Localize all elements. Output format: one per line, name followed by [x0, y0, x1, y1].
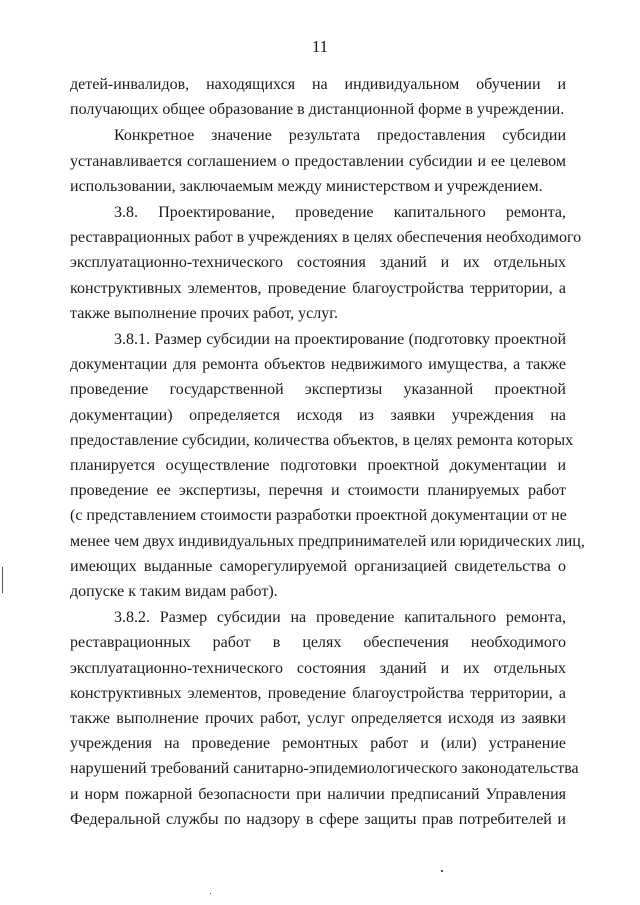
text-line: и норм пожарной безопасности при наличии предписаний Управления	[70, 785, 566, 803]
text-line: реставрационных работ в учреждениях в целях обеспечения необходимого	[70, 229, 582, 247]
text-line: учреждения на проведение ремонтных работ и (или) устранение	[70, 735, 566, 753]
paragraph-2	[70, 123, 566, 199]
page-number: 11	[311, 37, 329, 56]
document-body	[70, 72, 585, 832]
text-line: документации) определяется исходя из заявки учреждения на	[70, 406, 566, 424]
text-line: 3.8.2. Размер субсидии на проведение капитального ремонта,	[114, 609, 566, 627]
text-line: также выполнение прочих работ, услуг.	[70, 304, 338, 322]
scan-artifact	[210, 893, 211, 894]
paragraph-1	[70, 72, 566, 122]
text-line: предоставление субсидии, количества объектов, в целях ремонта которых	[70, 431, 574, 449]
text-line: проведение ее экспертизы, перечня и стоимости планируемых работ	[70, 482, 566, 500]
text-line: Конкретное значение результата предоставления субсидии	[114, 127, 566, 145]
paragraph-4	[70, 327, 585, 604]
text-line: получающих общее образование в дистанционной форме в учреждении.	[70, 101, 565, 119]
text-line: допуске к таким видам работ).	[70, 583, 278, 601]
text-line: (с представлением стоимости разработки проектной документации от не	[70, 507, 567, 525]
text-line: конструктивных элементов, проведение благоустройства территории, а	[70, 684, 566, 702]
text-line: 3.8. Проектирование, проведение капитального ремонта,	[114, 204, 566, 222]
paragraph-3	[70, 200, 582, 326]
scan-artifact	[2, 567, 3, 593]
text-line: устанавливается соглашением о предоставлении субсидии и ее целевом	[70, 152, 566, 170]
text-line: эксплуатационно-технического состояния зданий и их отдельных	[70, 659, 566, 677]
text-line: нарушений требований санитарно-эпидемиологического законодательства	[70, 760, 579, 778]
text-line: Федеральной службы по надзору в сфере защиты прав потребителей и	[70, 810, 566, 828]
text-line: документации для ремонта объектов недвижимого имущества, а также	[70, 356, 566, 374]
text-line: менее чем двух индивидуальных предпринимателей или юридических лиц,	[70, 532, 585, 550]
text-line: имеющих выданные саморегулируемой организацией свидетельства о	[70, 557, 566, 575]
text-line: реставрационных работ в целях обеспечения необходимого	[70, 634, 566, 652]
text-line: 3.8.1. Размер субсидии на проектирование (подготовку проектной	[114, 331, 566, 349]
text-line: конструктивных элементов, проведение благоустройства территории, а	[70, 279, 566, 297]
text-line: проведение государственной экспертизы указанной проектной	[70, 381, 566, 399]
text-line: эксплуатационно-технического состояния зданий и их отдельных	[70, 254, 566, 272]
text-line: детей-инвалидов, находящихся на индивидуальном обучении и	[70, 76, 566, 93]
paragraph-5	[70, 605, 579, 832]
text-line: использовании, заключаемым между министерством и учреждением.	[70, 177, 543, 195]
text-line: также выполнение прочих работ, услуг определяется исходя из заявки	[70, 710, 566, 728]
text-line: планируется осуществление подготовки проектной документации и	[70, 457, 566, 475]
scan-artifact	[441, 870, 443, 872]
